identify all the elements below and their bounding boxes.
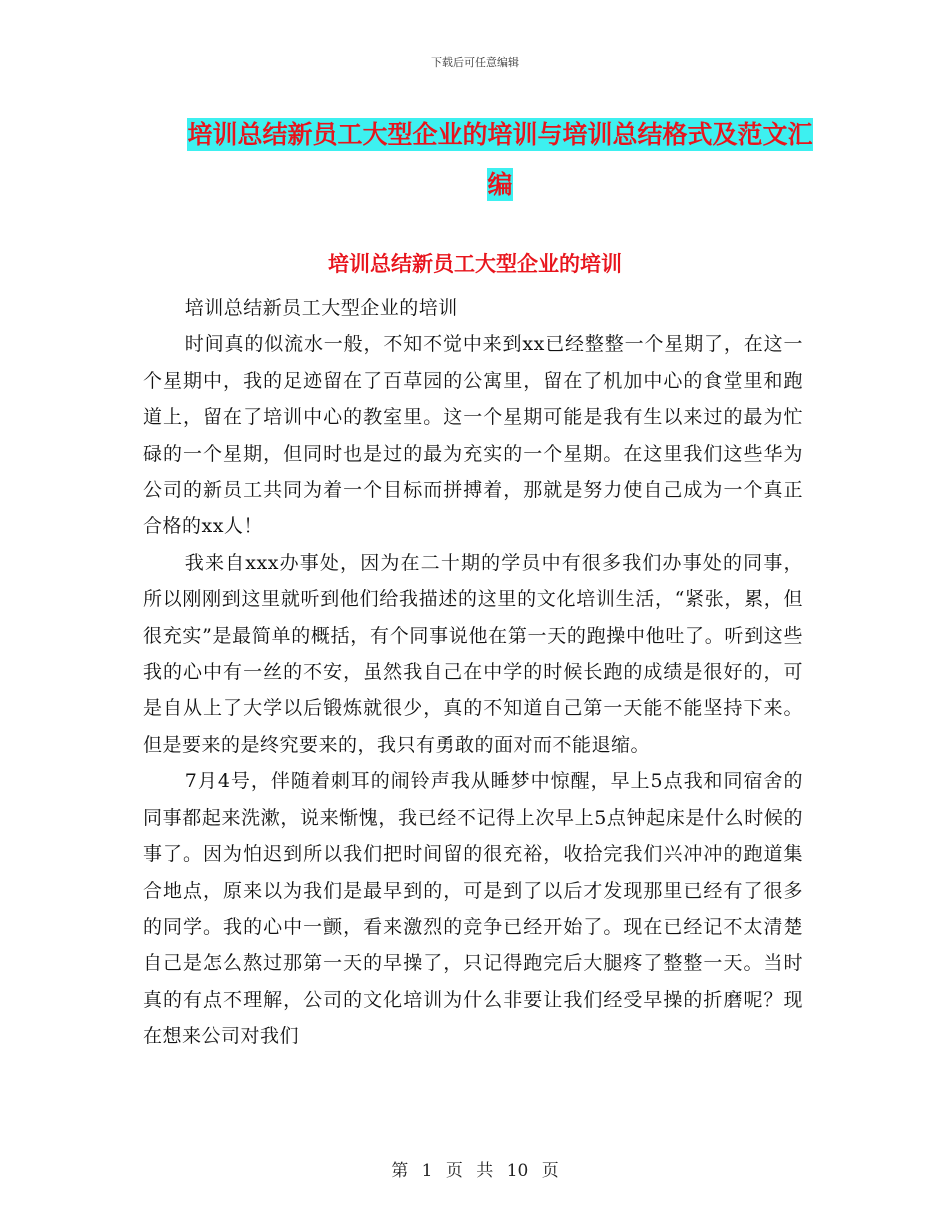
header-note: 下载后可任意编辑 [431,56,519,69]
document-title-text: 培训总结新员工大型企业的培训与培训总结格式及范文汇编 [187,120,813,199]
paragraph: 时间真的似流水一般，不知不觉中来到xx已经整整一个星期了，在这一个星期中，我的足迹留在了百草园的公寓里，留在了机加中心的食堂里和跑道上，留在了培训中心的教室里。这一个星期可能是我有生以来过的最为忙碌的一个星期，但同时也是过的最为充实的一个星期。在这里我们这些华为公司的新员工共同为着一个目标而拼搏着，那就是努力使自己成为一个真正合格的xx人！ [143,333,803,538]
document-title [180,110,820,210]
page-number-footer: 第 1 页 共 10 页 [391,1161,559,1181]
paragraph: 培训总结新员工大型企业的培训 [184,297,458,319]
paragraph: 7月4号，伴随着刺耳的闹铃声我从睡梦中惊醒，早上5点我和同宿舍的同事都起来洗漱，说来惭愧，我已经不记得上次早上5点钟起床是什么时候的事了。因为怕迟到所以我们把时间留的很充裕，收拾完我们兴冲冲的跑道集合地点，原来以为我们是最早到的，可是到了以后才发现那里已经有了很多的同学。我的心中一颤，看来激烈的竞争已经开始了。现在已经记不太清楚自己是怎么熬过那第一天的早操了，只记得跑完后大腿疼了整整一天。当时真的有点不理解，公司的文化培训为什么非要让我们经受早操的折磨呢？现在想来公司对我们 [143,770,803,1048]
paragraph: 我来自xxx办事处，因为在二十期的学员中有很多我们办事处的同事，所以刚刚到这里就听到他们给我描述的这里的文化培训生活，“紧张，累，但很充实”是最简单的概括，有个同事说他在第一天的跑操中他吐了。听到这些我的心中有一丝的不安，虽然我自己在中学的时候长跑的成绩是很好的，可是自从上了大学以后锻炼就很少，真的不知道自己第一天能不能坚持下来。但是要来的是终究要来的，我只有勇敢的面对而不能退缩。 [143,551,803,756]
section-title: 培训总结新员工大型企业的培训 [328,252,622,276]
document-body [143,290,803,1055]
